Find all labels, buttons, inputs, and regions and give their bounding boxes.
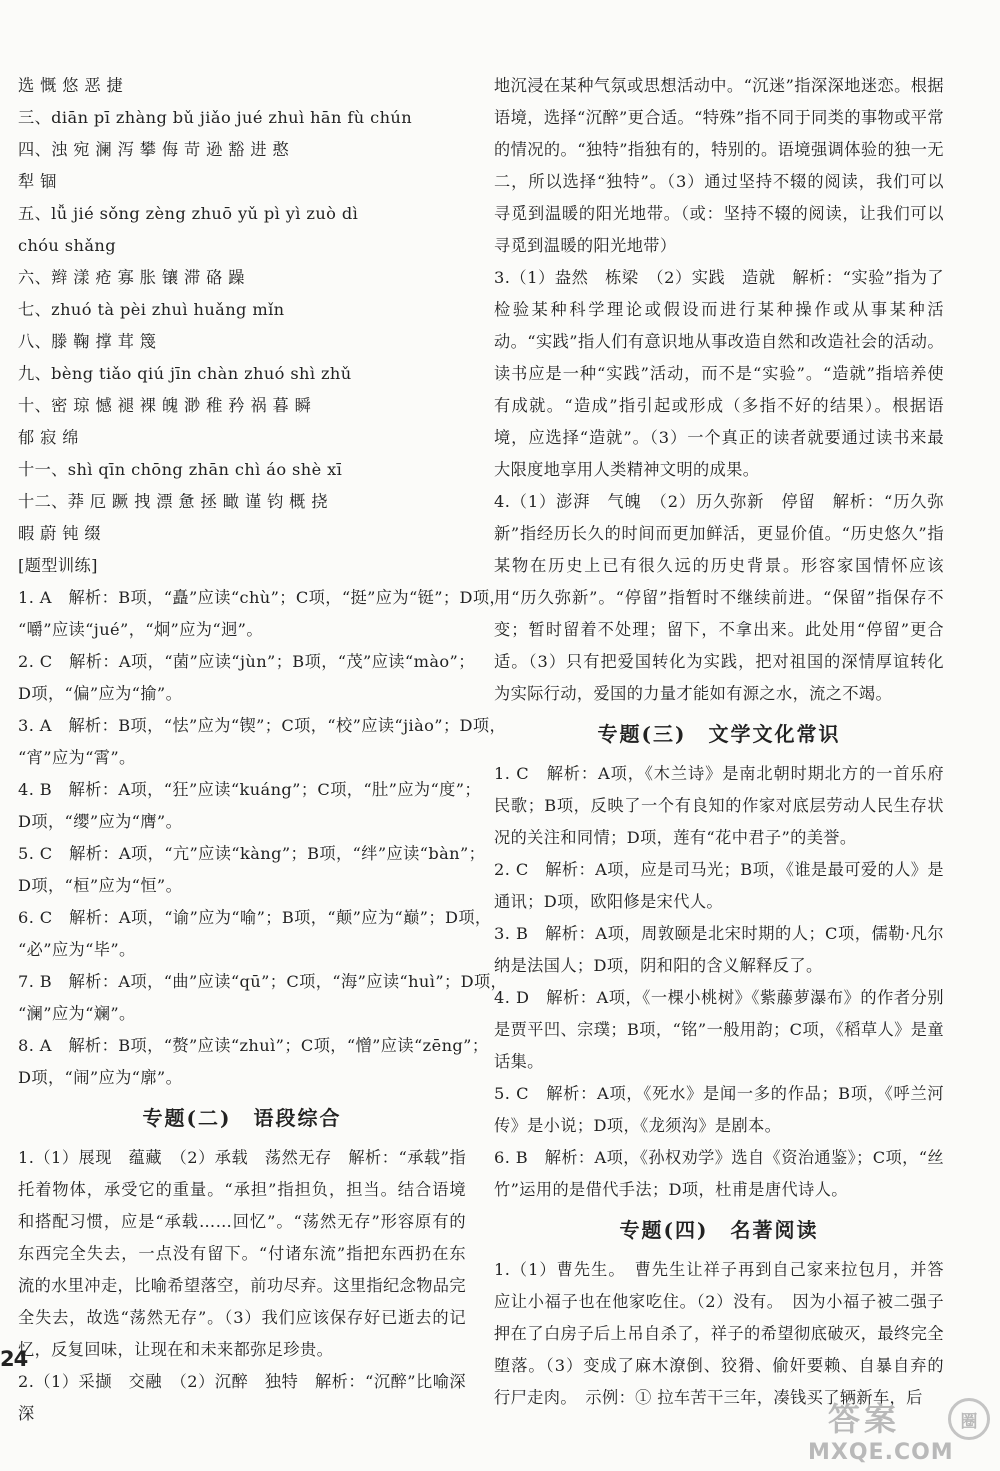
answer-line: 郁 寂 绵	[18, 428, 79, 447]
watermark-text-top: 答案	[828, 1400, 901, 1438]
answer-paragraph: 5. C 解析：A项，《死水》是闻一多的作品；B项，《呼兰河传》是小说；D项，《龙须沟》是剧本。	[494, 1084, 944, 1135]
answer-line: 十一、shì qīn chōng zhān chì áo shè xī	[18, 460, 343, 479]
answer-line: 2. C 解析：A项，“菌”应读“jùn”；B项，“茂”应读“mào”；	[18, 652, 475, 671]
answer-line: D项，“偏”应为“揄”。	[18, 684, 183, 703]
answer-line: D项，“桓”应为“恒”。	[18, 876, 183, 895]
answer-paragraph: 地沉浸在某种气氛或思想活动中。“沉迷”指深深地迷恋。根据语境，选择“沉醉”更合适。“特殊”指不同于同类的事物或平常的情况的。“独特”指独有的，特别的。语境强调体验的独一无二，所以选择“独特”。（3）通过坚持不辍的阅读，我们可以寻觅到温暖的阳光地带。（或：坚持不辍的阅读，让我们可以寻觅到温暖的阳光地带）	[494, 76, 944, 255]
answer-paragraph: 4.（1）澎湃 气魄 （2）历久弥新 停留 解析：“历久弥新”指经历长久的时间而更加鲜活，更显价值。“历史悠久”指某物在历史上已有很久远的历史背景。形容家国情怀应该用“历久弥新”。“停留”指暂时不继续前进。“保留”指保存不变；暂时留着不处理；留下，不拿出来。此处用“停留”更合适。（3）只有把爱国转化为实践，把对祖国的深情厚谊转化为实际行动，爱国的力量才能如有源之水，流之不竭。	[494, 492, 944, 703]
section-heading-2: 专题(二) 语段综合	[142, 1106, 342, 1130]
answer-line: chóu shǎng	[18, 236, 116, 255]
answer-line: 7. B 解析：A项，“曲”应读“qū”；C项，“海”应读“huì”；D项，	[18, 972, 508, 991]
answer-line: 六、辫 漾 疮 寡 胀 镶 滞 硌 躁	[18, 268, 245, 287]
answer-line: “宵”应为“霄”。	[18, 748, 136, 767]
answer-line: 九、bèng tiǎo qiú jīn chàn zhuó shì zhǔ	[18, 364, 352, 383]
answer-paragraph: 3.（1）盎然 栋梁 （2）实践 造就 解析：“实验”指为了检验某种科学理论或假设而进行某种操作或从事某种活动。“实践”指人们有意识地从事改造自然和改造社会的活动。读书应是一种“实践”活动，而不是“实验”。“造就”指培养使有成就。“造成”指引起或形成（多指不好的结果）。根据语境，应选择“造就”。（3）一个真正的读者就要通过读书来最大限度地享用人类精神文明的成果。	[494, 268, 944, 479]
right-column	[494, 70, 944, 1414]
answer-paragraph: 2. C 解析：A项，应是司马光；B项，《谁是最可爱的人》是通讯；D项，欧阳修是宋代人。	[494, 860, 944, 911]
section-heading-3: 专题(三) 文学文化常识	[597, 722, 841, 746]
answer-line: 三、diān pī zhàng bǔ jiǎo jué zhuì hān fù chún	[18, 108, 413, 127]
right-top-paragraphs	[494, 70, 944, 710]
left-tail-paragraphs	[18, 1142, 466, 1430]
answer-line: 8. A 解析：B项，“赘”应读“zhuì”；C项，“憎”应读“zēng”；	[18, 1036, 489, 1055]
watermark-text-bottom: MXQE.COM	[808, 1440, 954, 1465]
answer-line: 暇 蔚 钝 缀	[18, 524, 101, 543]
answer-line: 选 慨 悠 恶 捷	[18, 76, 124, 95]
answer-line: 3. A 解析：B项，“怯”应为“锲”；C项，“校”应读“jiào”；D项，	[18, 716, 507, 735]
right-mid-paragraphs	[494, 758, 944, 1206]
answer-line: 四、浊 宛 澜 泻 攀 侮 苛 逊 豁 进 憨	[18, 140, 290, 159]
answer-line: “必”应为“毕”。	[18, 940, 136, 959]
watermark-badge-icon: 圈	[948, 1398, 990, 1440]
section-heading-4: 专题(四) 名著阅读	[619, 1218, 819, 1242]
answer-line: D项，“闹”应为“廓”。	[18, 1068, 183, 1087]
answer-paragraph: 6. B 解析：A项，《孙权劝学》选自《资治通鉴》；C项，“丝竹”运用的是借代手法；D项，杜甫是唐代诗人。	[494, 1148, 944, 1199]
left-answer-lines	[18, 70, 508, 1094]
answer-paragraph: 1.（1）曹先生。 曹先生让祥子再到自己家来拉包月，并答应让小福子也在他家吃住。（2）没有。 因为小福子被二强子押在了白房子后上吊自杀了，祥子的希望彻底破灭，最终完全堕落。（3）变成了麻木潦倒、狡猾、偷奸要赖、自暴自弃的行尸走肉。 示例：① 拉车苦干三年，凑钱买了辆新车，后	[494, 1260, 944, 1407]
answer-line: 犁 锢	[18, 172, 57, 191]
answer-line: 七、zhuó tà pèi zhuì huǎng mǐn	[18, 300, 285, 319]
right-bottom-paragraphs	[494, 1254, 944, 1414]
watermark-logo	[790, 1394, 998, 1468]
answer-line: 八、滕 鞠 撑 茸 篾	[18, 332, 157, 351]
answer-line: [题型训练]	[18, 556, 98, 575]
answer-line: 6. C 解析：A项，“谕”应为“喻”；B项，“颠”应为“巅”；D项，	[18, 908, 492, 927]
answer-paragraph: 1.（1）展现 蕴藏 （2）承载 荡然无存 解析：“承载”指托着物体，承受它的重量。“承担”指担负，担当。结合语境和搭配习惯，应是“承载……回忆”。“荡然无存”形容原有的东西完全失去，一点没有留下。“付诸东流”指把东西扔在东流的水里冲走，比喻希望落空，前功尽弃。这里指纪念物品完全失去，故选“荡然无存”。（3）我们应该保存好已逝去的记忆，反复回味，让现在和未来都弥足珍贵。	[18, 1148, 466, 1359]
answer-paragraph: 1. C 解析：A项，《木兰诗》是南北朝时期北方的一首乐府民歌；B项，反映了一个有良知的作家对底层劳动人民生存状况的关注和同情；D项，莲有“花中君子”的美誉。	[494, 764, 944, 847]
left-column	[18, 70, 508, 1430]
answer-line: “澜”应为“斓”。	[18, 1004, 136, 1023]
answer-line: 1. A 解析：B项，“矗”应读“chù”；C项，“挺”应为“铤”；D项，	[18, 588, 507, 607]
answer-paragraph: 2.（1）采撷 交融 （2）沉醉 独特 解析：“沉醉”比喻深深	[18, 1372, 466, 1423]
answer-paragraph: 3. B 解析：A项，周敦颐是北宋时期的人；C项，儒勒·凡尔纳是法国人；D项，阴和阳的含义解释反了。	[494, 924, 944, 975]
answer-line: D项，“缨”应为“膺”。	[18, 812, 183, 831]
answer-line: “嚼”应读“jué”，“炯”应为“迥”。	[18, 620, 263, 639]
answer-line: 十二、莽 厄 蹶 拽 漂 惫 拯 瞰 谨 钧 概 挠	[18, 492, 328, 511]
answer-line: 五、lǚ jié sǒng zèng zhuō yǔ pì yì zuò dì	[18, 204, 359, 223]
answer-line: 5. C 解析：A项，“亢”应读“kàng”；B项，“绊”应读“bàn”；	[18, 844, 486, 863]
page-number: 24	[0, 1347, 28, 1371]
answer-line: 十、密 琼 憾 褪 裸 魄 渺 稚 矜 祸 暮 瞬	[18, 396, 312, 415]
answer-line: 4. B 解析：A项，“狂”应读“kuáng”；C项，“肚”应为“度”；	[18, 780, 482, 799]
answer-paragraph: 4. D 解析：A项，《一棵小桃树》《紫藤萝瀑布》的作者分别是贾平凹、宗璞；B项，“铭”一般用韵；C项，《稻草人》是童话集。	[494, 988, 944, 1071]
